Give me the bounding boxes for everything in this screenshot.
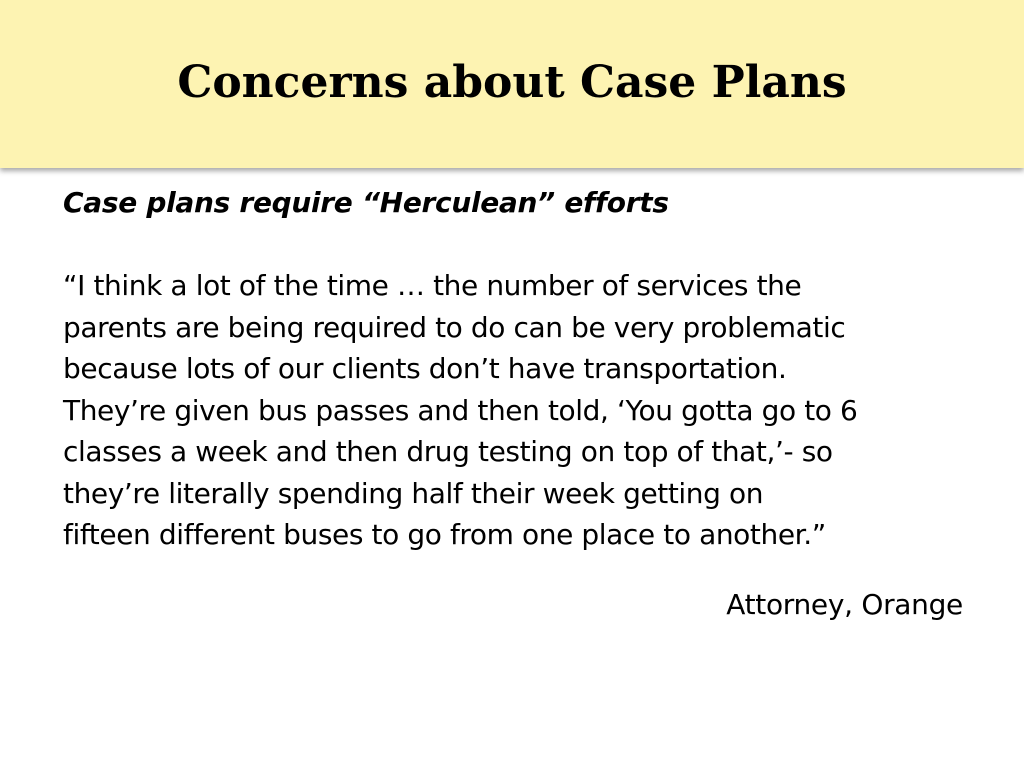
quote-line: fifteen different buses to go from one place to another.”	[63, 518, 826, 551]
subheading: Case plans require “Herculean” efforts	[63, 186, 669, 219]
quote-line: “I think a lot of the time … the number of services the	[63, 269, 802, 302]
title-band	[0, 0, 1024, 168]
slide-title: Concerns about Case Plans	[177, 57, 847, 108]
quote	[63, 265, 963, 556]
quote-line: They’re given bus passes and then told, ‘You gotta go to 6	[63, 393, 858, 427]
quote-line: because lots of our clients don’t have transportation.	[63, 352, 787, 385]
quote-line: parents are being required to do can be very problematic	[63, 310, 846, 344]
attribution: Attorney, Orange	[726, 587, 963, 621]
quote-line: classes a week and then drug testing on top of that,’- so	[63, 435, 833, 468]
slide-body	[63, 182, 963, 626]
quote-line: they’re literally spending half their week getting on	[63, 476, 764, 510]
